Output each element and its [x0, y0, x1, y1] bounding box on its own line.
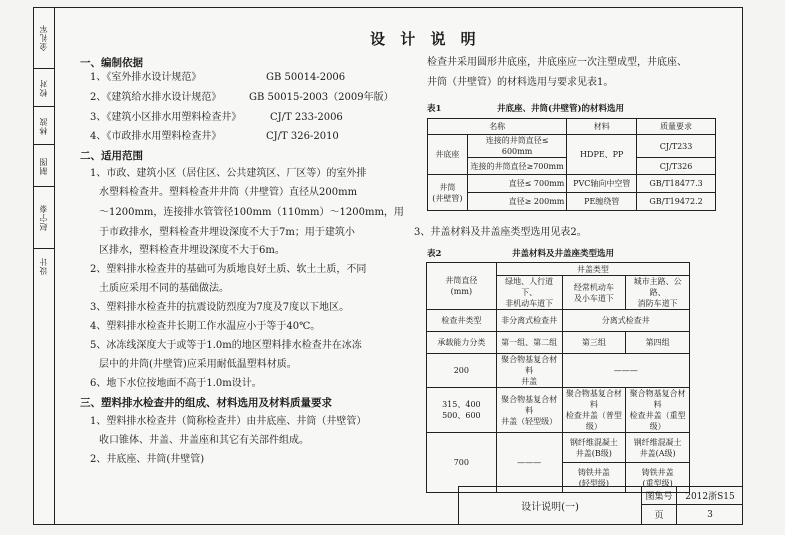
paragraph-line: 于市政排水，塑料检查井埋设深度不大于7m；用于建筑小	[99, 227, 355, 238]
table-cell: 第三组	[562, 332, 626, 354]
table-cell: 分离式检查井	[562, 310, 690, 332]
table-cell: 315、400 500、600	[427, 388, 497, 433]
table-cell: GB/T19472.2	[637, 193, 716, 211]
reference-name: 4、《市政排水用塑料检查井》	[90, 131, 222, 142]
paragraph-line: 土质应采用不同的基础做法。	[99, 283, 229, 294]
material-table	[427, 118, 716, 211]
paragraph-line: 层中的井筒(井壁管)应采用耐低温塑料材质。	[99, 359, 297, 370]
paragraph-line: ～1200mm，连接排水管管径100mm（110mm）～1200mm，用	[99, 207, 404, 218]
paragraph-line: 水塑料检查井。塑料检查井井筒（井壁管）直径从200mm	[99, 187, 358, 198]
table-header: 井筒直径 (mm)	[427, 263, 497, 310]
strip-cell: 林波	[33, 107, 55, 145]
table-cell: 聚合物基复合材料 检查井盖（重型级）	[626, 388, 690, 433]
section-heading: 二、适用范围	[80, 150, 143, 162]
paragraph-line: 1、市政、建筑小区（居住区、公共建筑区、厂区等）的室外排	[90, 168, 367, 179]
table-cell: GB/T18477.3	[637, 175, 716, 193]
table-header: 井盖类型	[496, 263, 689, 276]
table-cell: 第四组	[626, 332, 690, 354]
table-cell: 直径≥ 200mm	[467, 193, 567, 211]
atlas-number: 2012浙S15	[677, 487, 743, 505]
table-label: 表2	[427, 249, 442, 259]
table-cell: ———	[496, 433, 562, 493]
atlas-label: 图集号	[642, 487, 677, 505]
paragraph-line: 3、井盖材料及井盖座类型选用见表2。	[414, 227, 587, 238]
table-cell: CJ/T233	[637, 135, 716, 158]
paragraph-line: 检查井采用圆形井底座，井底座应一次注塑成型，井底座、	[427, 57, 687, 68]
table-header: 经常机动车 及小车道下	[562, 276, 626, 310]
strip-cell: 制图	[33, 145, 55, 187]
table-cell: PE缠绕管	[567, 193, 637, 211]
table-label: 表1	[427, 104, 442, 114]
paragraph-line: 1、塑料排水检查井（简称检查井）由井底座、井筒（井壁管）	[90, 416, 367, 427]
table-header: 名称	[428, 119, 567, 135]
table-cell: 检查井类型	[427, 310, 497, 332]
table-cell: 铸铁井盖 (轻型级)	[562, 463, 626, 493]
paragraph-line: 6、地下水位按地面不高于1.0m设计。	[90, 378, 262, 389]
table-cell: HDPE、PP	[567, 135, 637, 175]
table-cell: 钢纤维混凝土 井盖(B级)	[562, 433, 626, 463]
page-title: 设 计 说 明	[370, 30, 481, 48]
table-cell: 聚合物基复合材料 检查井盖（普型级）	[562, 388, 626, 433]
paragraph-line: 2、塑料排水检查井的基础可为质地良好土质、软土土质，不同	[90, 264, 367, 275]
table-cell: CJ/T326	[637, 158, 716, 175]
reference-name: 1、《室外排水设计规范》	[90, 72, 202, 83]
table-cell: 承载能力分类	[427, 332, 497, 354]
reference-name: 2、《建筑给水排水设计规范》	[90, 92, 222, 103]
reference-name: 3、《建筑小区排水用塑料检查井》	[90, 112, 242, 123]
paragraph-line: 4、塑料排水检查井长期工作水温应小于等于40℃。	[90, 321, 321, 332]
strip-cell: 设计	[39, 257, 48, 275]
cover-table	[426, 262, 690, 493]
table-cell: 200	[427, 354, 497, 388]
strip-cell: 校对	[33, 69, 55, 107]
table-caption: 井盖材料及井盖座类型选用	[512, 249, 615, 259]
section-heading: 三、塑料排水检查井的组成、材料选用及材料质量要求	[80, 397, 332, 409]
table-cell: PVC轴向中空管	[567, 175, 637, 193]
drawing-name: 设计说明(一)	[459, 487, 642, 524]
table-header: 质量要求	[637, 119, 716, 135]
paragraph-line: 区排水，塑料检查井埋设深度不大于6m。	[99, 245, 285, 256]
section-heading: 一、编制依据	[80, 57, 143, 69]
paragraph-line: 井筒（井壁管）的材料选用与要求见表1。	[427, 77, 614, 88]
title-block	[458, 486, 743, 525]
reference-code: GB 50015-2003（2009年版）	[249, 92, 394, 103]
table-cell: 直径≤ 700mm	[467, 175, 567, 193]
strip-cell: 金礼军	[33, 7, 55, 69]
signature-strip	[33, 7, 55, 525]
paragraph-line: 2、井底座、井筒(井壁管)	[90, 454, 205, 465]
reference-code: CJ/T 233-2006	[270, 112, 343, 123]
table-cell: 连接的井筒直径≤ 600mm	[467, 135, 567, 158]
paragraph-line: 5、冰冻线深度大于或等于1.0m的地区塑料排水检查井在冰冻	[90, 340, 362, 351]
table-caption: 井底座、井筒(井壁管)的材料选用	[497, 104, 625, 114]
table-cell: 非分离式检查井	[496, 310, 562, 332]
reference-code: GB 50014-2006	[266, 72, 346, 83]
table-header: 绿地、人行道下、 非机动车道下	[496, 276, 562, 310]
paragraph-line: 3、塑料排水检查井的抗震设防烈度为7度及7度以下地区。	[90, 302, 350, 313]
table-cell: 井底座	[428, 135, 468, 175]
table-cell: ———	[562, 354, 690, 388]
table-cell: 井筒 (井壁管)	[428, 175, 468, 211]
page-label: 页	[642, 505, 677, 524]
paragraph-line: 收口锥体、井盖、井盖座和其它有关部件组成。	[99, 435, 309, 446]
table-cell: 第一组、第二组	[496, 332, 562, 354]
table-cell: 聚合物基复合材料 井盖（轻型级）	[496, 388, 562, 433]
table-cell: 700	[427, 433, 497, 493]
table-cell: 连接的井筒直径≥700mm	[467, 158, 567, 175]
reference-code: CJ/T 326-2010	[266, 131, 339, 142]
table-cell: 铸铁井盖 (重型级)	[626, 463, 690, 493]
page-number: 3	[707, 509, 713, 520]
table-header: 城市主路、公路、 消防车道下	[626, 276, 690, 310]
table-cell: 聚合物基复合材料 井盖	[496, 354, 562, 388]
table-cell: 钢纤维混凝土 井盖(A级)	[626, 433, 690, 463]
table-header: 材料	[567, 119, 637, 135]
strip-cell: 赵宁泰	[33, 187, 55, 249]
